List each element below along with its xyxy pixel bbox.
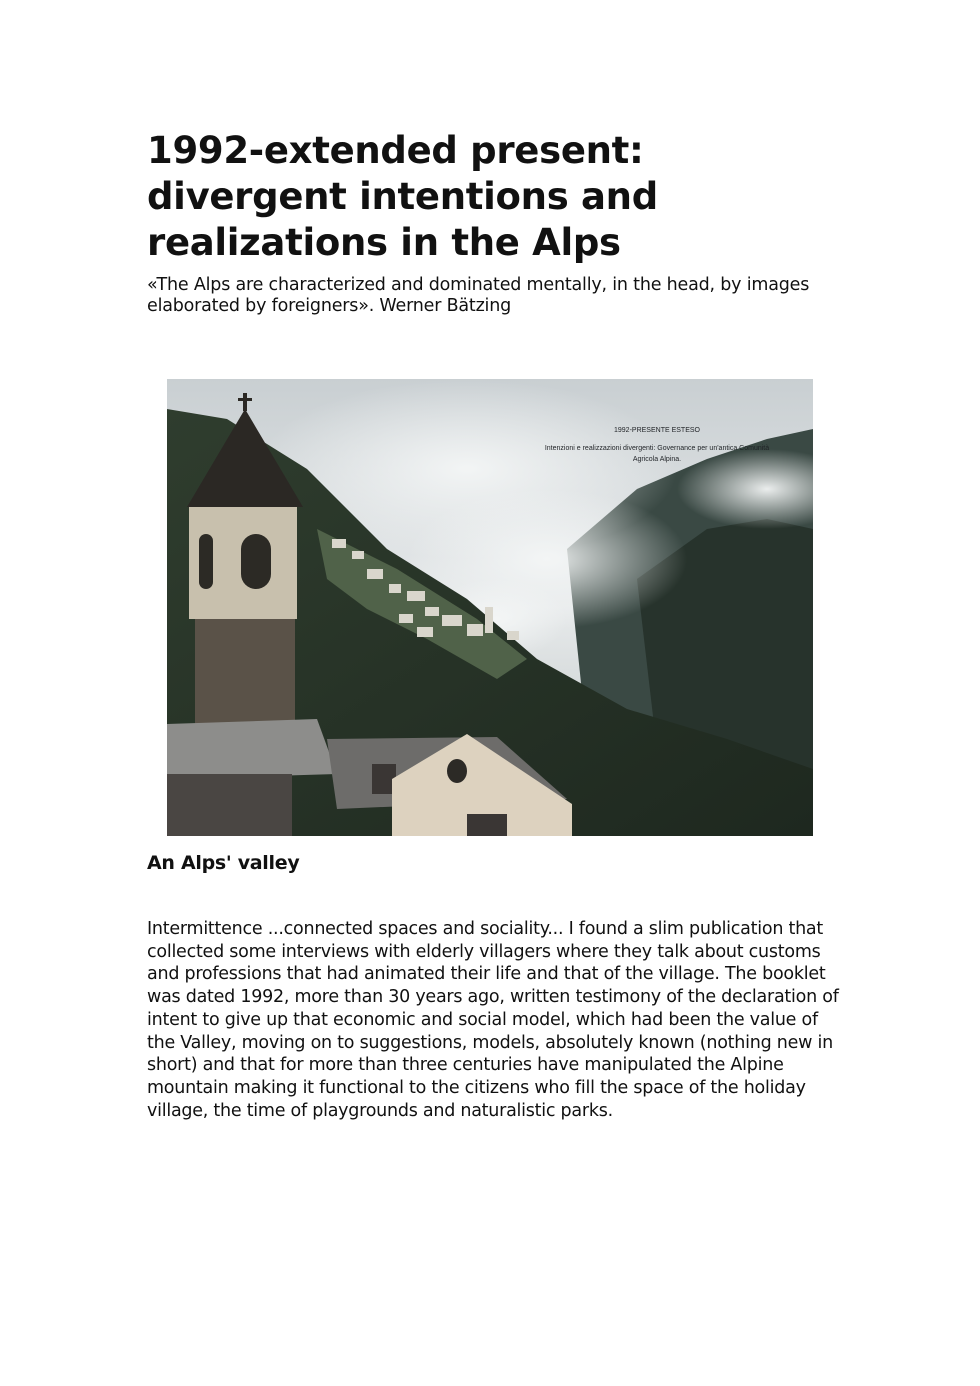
epigraph-quote: «The Alps are characterized and dominated mentally, in the head, by images elaborated by foreigners». Werner Bätzing (147, 275, 810, 316)
overlay-subtitle: Intenzioni e realizzazioni divergenti: Governance per un'antica Comunità Agricola Alpina. (544, 445, 770, 463)
photo-overlay-text (537, 425, 777, 465)
overlay-title: 1992-PRESENTE ESTESO (614, 427, 700, 434)
body-paragraph: Intermittence ...connected spaces and sociality... I found a slim publication that collected some interviews with elderly villagers where they talk about customs and professions that had animated their life and that of the village. The booklet was dated 1992, more than 30 years ago, written testimony of the declaration of intent to give up that economic and social model, which had been the value of the Valley, moving on to suggestions, models, absolutely known (nothing new in short) and that for more than three centuries have manipulated the Alpine mountain making it functional to the citizens who fill the space of the holiday village, the time of playgrounds and naturalistic parks. (147, 919, 839, 1121)
article-title: 1992-extended present: divergent intentions and realizations in the Alps (147, 129, 658, 264)
alpine-valley-photo (167, 379, 813, 836)
photo-caption: An Alps' valley (147, 852, 300, 874)
